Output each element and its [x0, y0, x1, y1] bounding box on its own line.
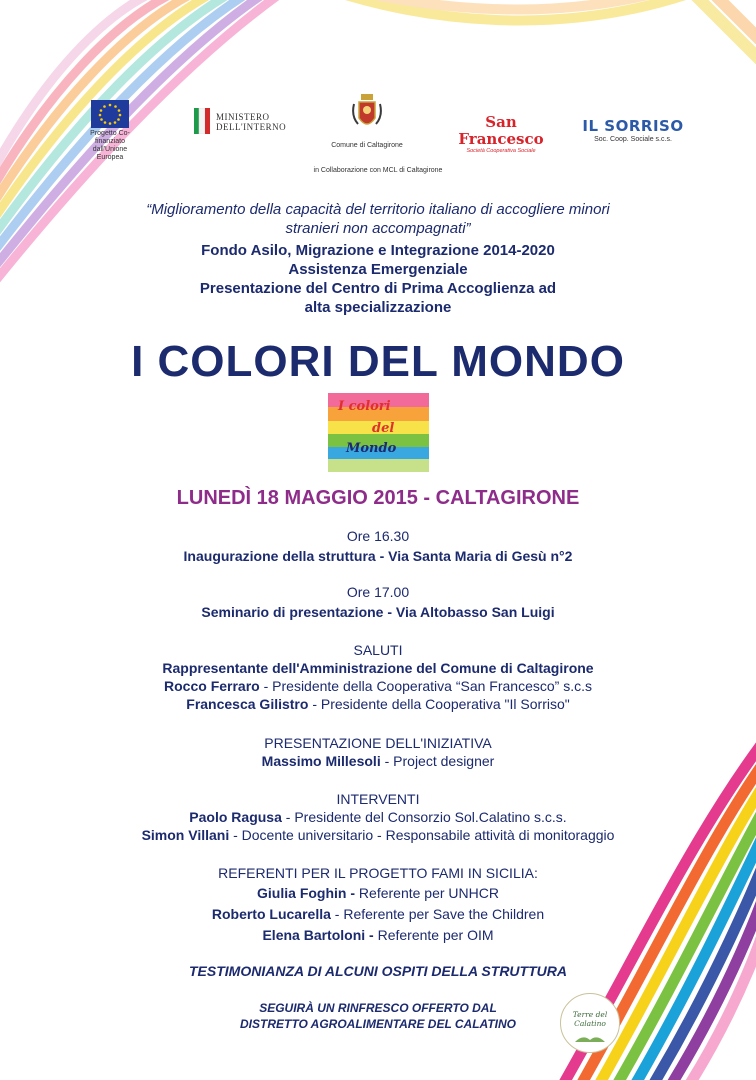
eu-caption-2: dall'Unione Europea [92, 146, 128, 161]
interventi-role-1: - Presidente del Consorzio Sol.Calatino s.c.s. [281, 809, 567, 825]
sorriso-title-text: IL SORRISO [582, 117, 684, 135]
rinfresco-line-1: SEGUIRÀ UN RINFRESCO OFFERTO DAL [259, 1001, 497, 1015]
coat-of-arms-icon [352, 92, 382, 136]
terre-calatino-logo [560, 993, 620, 1053]
fund-line: Fondo Asilo, Migrazione e Integrazione 2014-2020 [201, 242, 555, 259]
main-title: I COLORI DEL MONDO [131, 337, 625, 386]
mini-logo-line-2: del [372, 421, 395, 436]
assist-line: Assistenza Emergenziale [288, 261, 468, 278]
referenti-role-3: Referente per OIM [373, 927, 494, 943]
referenti-name-1: Giulia Foghin - [257, 885, 356, 901]
comune-caption: Comune di Caltagirone [331, 142, 403, 149]
interventi-section [0, 790, 756, 844]
referenti-section [0, 864, 756, 944]
intro-quote [0, 200, 756, 238]
san-francesco-sub: Società Cooperativa Sociale [466, 148, 536, 154]
presentazione-role: - Project designer [380, 753, 495, 769]
referenti-heading: REFERENTI PER IL PROGETTO FAMI IN SICILIA: [218, 865, 538, 881]
landscape-icon [575, 1032, 605, 1044]
interventi-line-1 [0, 808, 756, 826]
sorriso-title [578, 118, 688, 135]
presentazione-line [0, 752, 756, 770]
interventi-role-2: - Docente universitario - Responsabile attività di monitoraggio [229, 827, 615, 843]
referenti-line-3 [0, 926, 756, 944]
terre-calatino-text: Terre del Calatino [572, 1010, 608, 1028]
testimonianza: TESTIMONIANZA DI ALCUNI OSPITI DELLA STRUTTURA [189, 963, 567, 979]
interventi-line-2 [0, 826, 756, 844]
collaboration-note: in Collaborazione con MCL di Caltagirone [313, 167, 443, 174]
event-1: Inaugurazione della struttura - Via Santa Maria di Gesù n°2 [183, 548, 573, 564]
interventi-name-2: Simon Villani [141, 827, 230, 843]
referenti-name-3: Elena Bartoloni - [262, 927, 374, 943]
ministero-line-1: MINISTERO [216, 112, 270, 122]
eu-logo [82, 100, 138, 162]
ministero-line-2: DELL'INTERNO [216, 122, 287, 132]
saluti-name-3: Francesca Gilistro [186, 696, 309, 712]
referenti-role-2: - Referente per Save the Children [330, 906, 545, 922]
referenti-line-1 [0, 884, 756, 902]
interventi-heading: INTERVENTI [336, 791, 420, 807]
san-francesco-title: San Francesco [458, 113, 544, 148]
sorriso-logo [578, 118, 688, 144]
eu-caption-1: Progetto Co-finanziato [90, 130, 130, 145]
quote-line-1: “Miglioramento della capacità del territorio italiano di accogliere minori [146, 201, 610, 218]
quote-line-2: stranieri non accompagnati” [285, 220, 471, 237]
colori-mondo-logo [328, 393, 429, 472]
presentazione-section [0, 734, 756, 770]
time-1: Ore 16.30 [346, 528, 410, 544]
ministero-text [216, 112, 286, 132]
san-francesco-logo [446, 114, 556, 155]
event-date: LUNEDÌ 18 MAGGIO 2015 - CALTAGIRONE [176, 487, 580, 509]
italy-flag-icon [194, 108, 210, 134]
saluti-role-3: - Presidente della Cooperativa "Il Sorriso" [308, 696, 570, 712]
referenti-name-2: Roberto Lucarella [211, 906, 331, 922]
presentazione-heading: PRESENTAZIONE DELL'INIZIATIVA [264, 735, 492, 751]
saluti-line-1: Rappresentante dell'Amministrazione del Comune di Caltagirone [162, 660, 594, 676]
pres-line-1: Presentazione del Centro di Prima Accoglienza ad [199, 280, 557, 297]
intro-fund-block [0, 241, 756, 317]
rinfresco-line-2: DISTRETTO AGROALIMENTARE DEL CALATINO [240, 1017, 516, 1031]
eu-flag-icon [91, 100, 129, 128]
saluti-section [0, 641, 756, 713]
saluti-line-3 [0, 695, 756, 713]
rinfresco [0, 1000, 756, 1032]
pres-line-2: alta specializzazione [304, 299, 452, 316]
schedule [0, 527, 756, 621]
referenti-line-2 [0, 905, 756, 923]
referenti-role-1: Referente per UNHCR [355, 885, 499, 901]
comune-logo [322, 92, 412, 150]
mini-logo-line-1: I colori [338, 399, 391, 414]
saluti-heading: SALUTI [353, 642, 403, 658]
event-2: Seminario di presentazione - Via Altobasso San Luigi [201, 604, 555, 620]
interventi-name-1: Paolo Ragusa [189, 809, 282, 825]
presentazione-name: Massimo Millesoli [261, 753, 381, 769]
saluti-role-2: - Presidente della Cooperativa “San Francesco” s.c.s [259, 678, 592, 694]
time-2: Ore 17.00 [346, 584, 410, 600]
sorriso-sub: Soc. Coop. Sociale s.c.s. [594, 136, 672, 143]
ministero-logo [194, 108, 304, 138]
saluti-line-2 [0, 677, 756, 695]
mini-logo-line-3: Mondo [346, 441, 397, 456]
saluti-name-2: Rocco Ferraro [164, 678, 260, 694]
